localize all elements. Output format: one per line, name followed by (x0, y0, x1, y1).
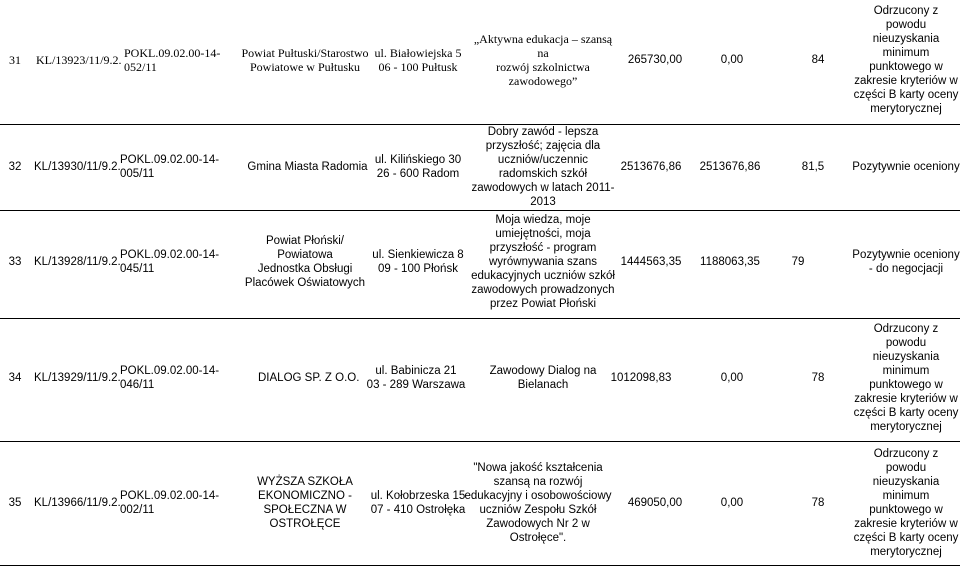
cell-status: Odrzucony z powodu nieuzyskania minimum punktowego w zakresie kryteriów w części B karty oceny merytorycznej (853, 5, 959, 115)
cell-application-number: KL/13930/11/9.2. (34, 161, 121, 173)
cell-status: Odrzucony z powodu nieuzyskania minimum punktowego w zakresie kryteriów w części B karty oceny merytorycznej (853, 323, 959, 433)
table-row (0, 318, 960, 438)
cell-total-value: 2513676,86 (620, 161, 682, 173)
cell-project-title: „Aktywna edukacja – szansą na rozwój szkolnictwa zawodowego” (473, 32, 613, 88)
cell-points: 79 (791, 256, 805, 268)
cell-funding: 1188063,35 (700, 256, 760, 268)
cell-project-title: "Nowa jakość kształcenia szansą na rozwój edukacyjny i osobowościowy uczniów Zespołu Szkół Zawodowych Nr 2 w Ostrołęce". (464, 462, 612, 544)
cell-total-value: 265730,00 (627, 54, 683, 66)
table-row (0, 210, 960, 314)
cell-lp: 35 (8, 497, 22, 509)
cell-project-number: POKL.09.02.00-14-002/11 (120, 490, 220, 516)
cell-applicant: DIALOG SP. Z O.O. (258, 372, 360, 384)
cell-address: ul. Babinicza 21 03 - 289 Warszawa (366, 365, 466, 391)
cell-applicant: WYŻSZA SZKOŁA EKONOMICZNO - SPOŁECZNA W OSTROŁĘCE (257, 476, 353, 530)
cell-funding: 0,00 (720, 497, 744, 509)
cell-application-number: KL/13966/11/9.2. (34, 497, 121, 509)
cell-project-number: POKL.09.02.00-14-005/11 (120, 154, 220, 180)
cell-application-number: KL/13923/11/9.2. (36, 53, 122, 67)
cell-total-value: 469050,00 (627, 497, 683, 509)
cell-points: 78 (811, 497, 825, 509)
cell-points: 81,5 (801, 161, 825, 173)
cell-address: ul. Białowiejska 5 06 - 100 Pułtusk (374, 46, 462, 74)
cell-funding: 0,00 (720, 372, 744, 384)
cell-status: Pozytywnie oceniony (852, 161, 960, 173)
cell-project-number: POKL.09.02.00-14-045/11 (120, 249, 220, 275)
table-row (0, 124, 960, 210)
cell-points: 78 (811, 372, 825, 384)
table-row (0, 441, 960, 565)
cell-lp: 33 (8, 256, 22, 268)
row-divider (0, 565, 960, 566)
cell-applicant: Gmina Miasta Radomia (247, 161, 368, 173)
cell-lp: 31 (9, 53, 21, 67)
cell-points: 84 (811, 54, 825, 66)
cell-application-number: KL/13929/11/9.2. (34, 372, 121, 384)
cell-lp: 32 (8, 161, 22, 173)
cell-address: ul. Kilińskiego 30 26 - 600 Radom (374, 154, 462, 180)
cell-total-value: 1444563,35 (620, 256, 682, 268)
cell-status: Pozytywnie oceniony - do negocjacji (852, 249, 960, 275)
cell-address: ul. Kołobrzeska 15 07 - 410 Ostrołęka (370, 490, 466, 516)
cell-total-value: 1012098,83 (610, 372, 672, 384)
cell-applicant: Powiat Pułtuski/Starostwo Powiatowe w Pułtusku (241, 46, 369, 74)
cell-project-number: POKL.09.02.00-14-046/11 (120, 365, 220, 391)
cell-project-title: Zawodowy Dialog na Bielanach (489, 365, 597, 391)
cell-status: Odrzucony z powodu nieuzyskania minimum punktowego w zakresie kryteriów w części B karty oceny merytorycznej (853, 448, 959, 558)
cell-project-title: Moja wiedza, moje umiejętności, moja przyszłość - program wyrównywania szans edukacyjnych uczniów szkół zawodowych prowadzonych przez Powiat Płoński (471, 214, 615, 310)
cell-lp: 34 (8, 372, 22, 384)
table-row (0, 0, 960, 120)
cell-funding: 0,00 (720, 54, 744, 66)
cell-application-number: KL/13928/11/9.2. (34, 256, 121, 268)
cell-address: ul. Sienkiewicza 8 09 - 100 Płońsk (372, 249, 464, 275)
cell-project-number: POKL.09.02.00-14-052/11 (124, 46, 221, 74)
cell-project-title: Dobry zawód - lepsza przyszłość; zajęcia dla uczniów/uczennic radomskich szkół zawodowych w latach 2011- 2013 (471, 126, 615, 208)
cell-funding: 2513676,86 (699, 161, 761, 173)
cell-applicant: Powiat Płoński/ Powiatowa Jednostka Obsługi Placówek Oświatowych (244, 235, 366, 289)
